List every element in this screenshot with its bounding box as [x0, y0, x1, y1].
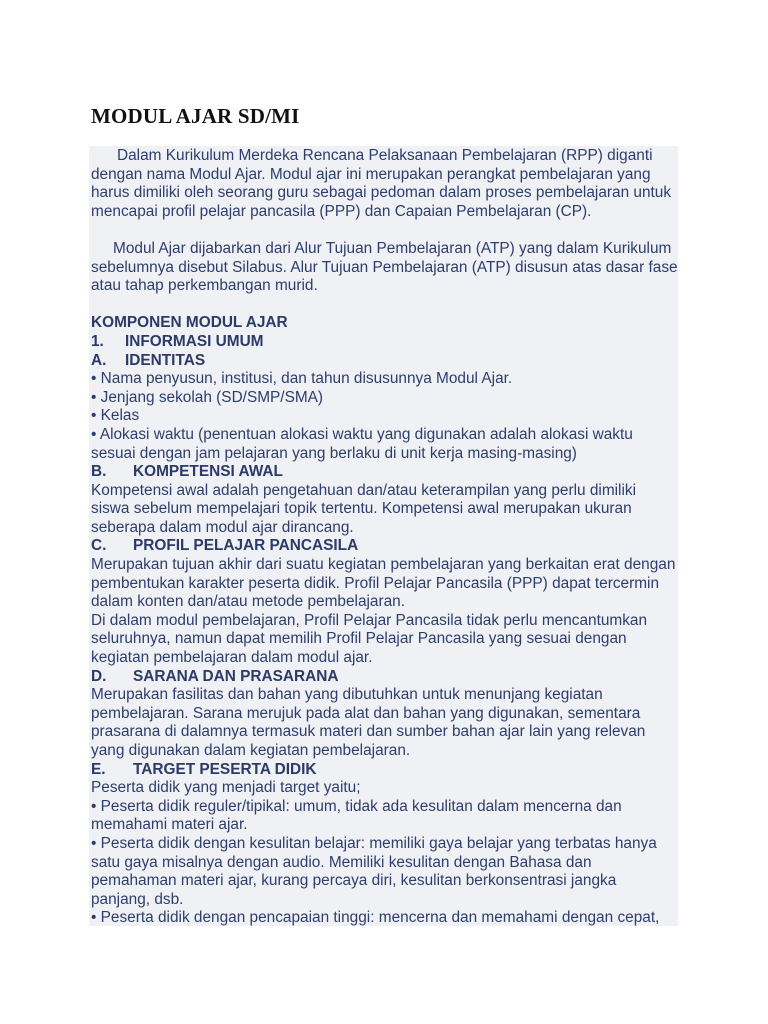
- list-item: • Nama penyusun, institusi, dan tahun disusunnya Modul Ajar.: [91, 370, 513, 388]
- section-title: IDENTITAS: [125, 351, 206, 369]
- intro-paragraph-2: Modul Ajar dijabarkan dari Alur Tujuan Pembelajaran (ATP) yang dalam Kurikulum sebelumnya disebut Silabus. Alur Tujuan Pembelajaran (ATP) disusun atas dasar fase atau tahap perkembangan murid.: [91, 239, 678, 295]
- list-item: • Peserta didik dengan kesulitan belajar: memiliki gaya belajar yang terbatas hanya satu gaya misalnya dengan audio. Memiliki kesulitan dengan Bahasa dan pemahaman materi ajar, kurang percaya diri, kesulitan berkonsentrasi jangka panjang, dsb.: [91, 834, 657, 908]
- section-letter: E.: [91, 760, 106, 778]
- intro-paragraph-1: Dalam Kurikulum Merdeka Rencana Pelaksanaan Pembelajaran (RPP) diganti dengan nama Modul Ajar. Modul ajar ini merupakan perangkat pembelajaran yang harus dimiliki oleh seorang guru sebagai pedoman dalam proses pembelajaran untuk mencapai profil pelajar pancasila (PPP) dan Capaian Pembelajaran (CP).: [91, 147, 672, 220]
- section-paragraph: Kompetensi awal adalah pengetahuan dan/atau keterampilan yang perlu dimiliki siswa sebelum mempelajari topik tertentu. Kompetensi awal merupakan ukuran seberapa dalam modul ajar dirancang.: [91, 481, 637, 536]
- section-title: KOMPETENSI AWAL: [133, 463, 283, 481]
- section-paragraph: Peserta didik yang menjadi target yaitu;: [91, 779, 361, 797]
- part-heading-informasi-umum: [91, 333, 678, 352]
- section-heading-profil-pelajar-pancasila: [91, 537, 678, 556]
- section-heading-identitas: [91, 352, 678, 371]
- paragraph-spacer: [91, 221, 678, 240]
- section-letter: D.: [91, 667, 107, 685]
- section-title: PROFIL PELAJAR PANCASILA: [133, 537, 359, 555]
- list-item: • Peserta didik reguler/tipikal: umum, tidak ada kesulitan dalam mencerna dan memahami materi ajar.: [91, 797, 622, 834]
- section-letter: C.: [91, 537, 107, 555]
- page-title: MODUL AJAR SD/MI: [91, 104, 300, 128]
- document-body: [89, 146, 678, 926]
- section-paragraph: Di dalam modul pembelajaran, Profil Pelajar Pancasila tidak perlu mencantumkan seluruhnya, namun dapat memilih Profil Pelajar Pancasila yang sesuai dengan kegiatan pembelajaran dalam modul ajar.: [91, 611, 648, 667]
- section-paragraph: Merupakan tujuan akhir dari suatu kegiatan pembelajaran yang berkaitan erat dengan pembentukan karakter peserta didik. Profil Pelajar Pancasila (PPP) dapat tercermin dalam konten dan/atau metode pembelajaran.: [91, 556, 676, 611]
- list-item: • Alokasi waktu (penentuan alokasi waktu yang digunakan adalah alokasi waktu sesuai dengan jam pelajaran yang berlaku di unit kerja masing-masing): [91, 425, 633, 462]
- section-heading-kompetensi-awal: [91, 463, 678, 482]
- list-item: • Jenjang sekolah (SD/SMP/SMA): [91, 388, 324, 406]
- section-heading-sarana-dan-prasarana: [91, 668, 678, 687]
- section-paragraph: Merupakan fasilitas dan bahan yang dibutuhkan untuk menunjang kegiatan pembelajaran. Sarana merujuk pada alat dan bahan yang digunakan, sementara prasarana di dalamnya termasuk materi dan sumber bahan ajar lain yang relevan yang digunakan dalam kegiatan pembelajaran.: [91, 686, 646, 759]
- list-item: • Peserta didik dengan pencapaian tinggi: mencerna dan memahami dengan cepat,: [91, 909, 660, 926]
- section-letter: A.: [91, 351, 107, 369]
- part-label: INFORMASI UMUM: [125, 332, 264, 350]
- paragraph-spacer: [91, 296, 678, 315]
- part-number: 1.: [91, 332, 104, 350]
- section-title: SARANA DAN PRASARANA: [133, 667, 339, 685]
- section-letter: B.: [91, 463, 107, 481]
- document-content-box: [89, 146, 678, 926]
- list-item: • Kelas: [91, 407, 140, 425]
- main-heading: KOMPONEN MODUL AJAR: [91, 314, 288, 332]
- section-title: TARGET PESERTA DIDIK: [133, 760, 317, 778]
- section-heading-target-peserta-didik: [91, 761, 678, 780]
